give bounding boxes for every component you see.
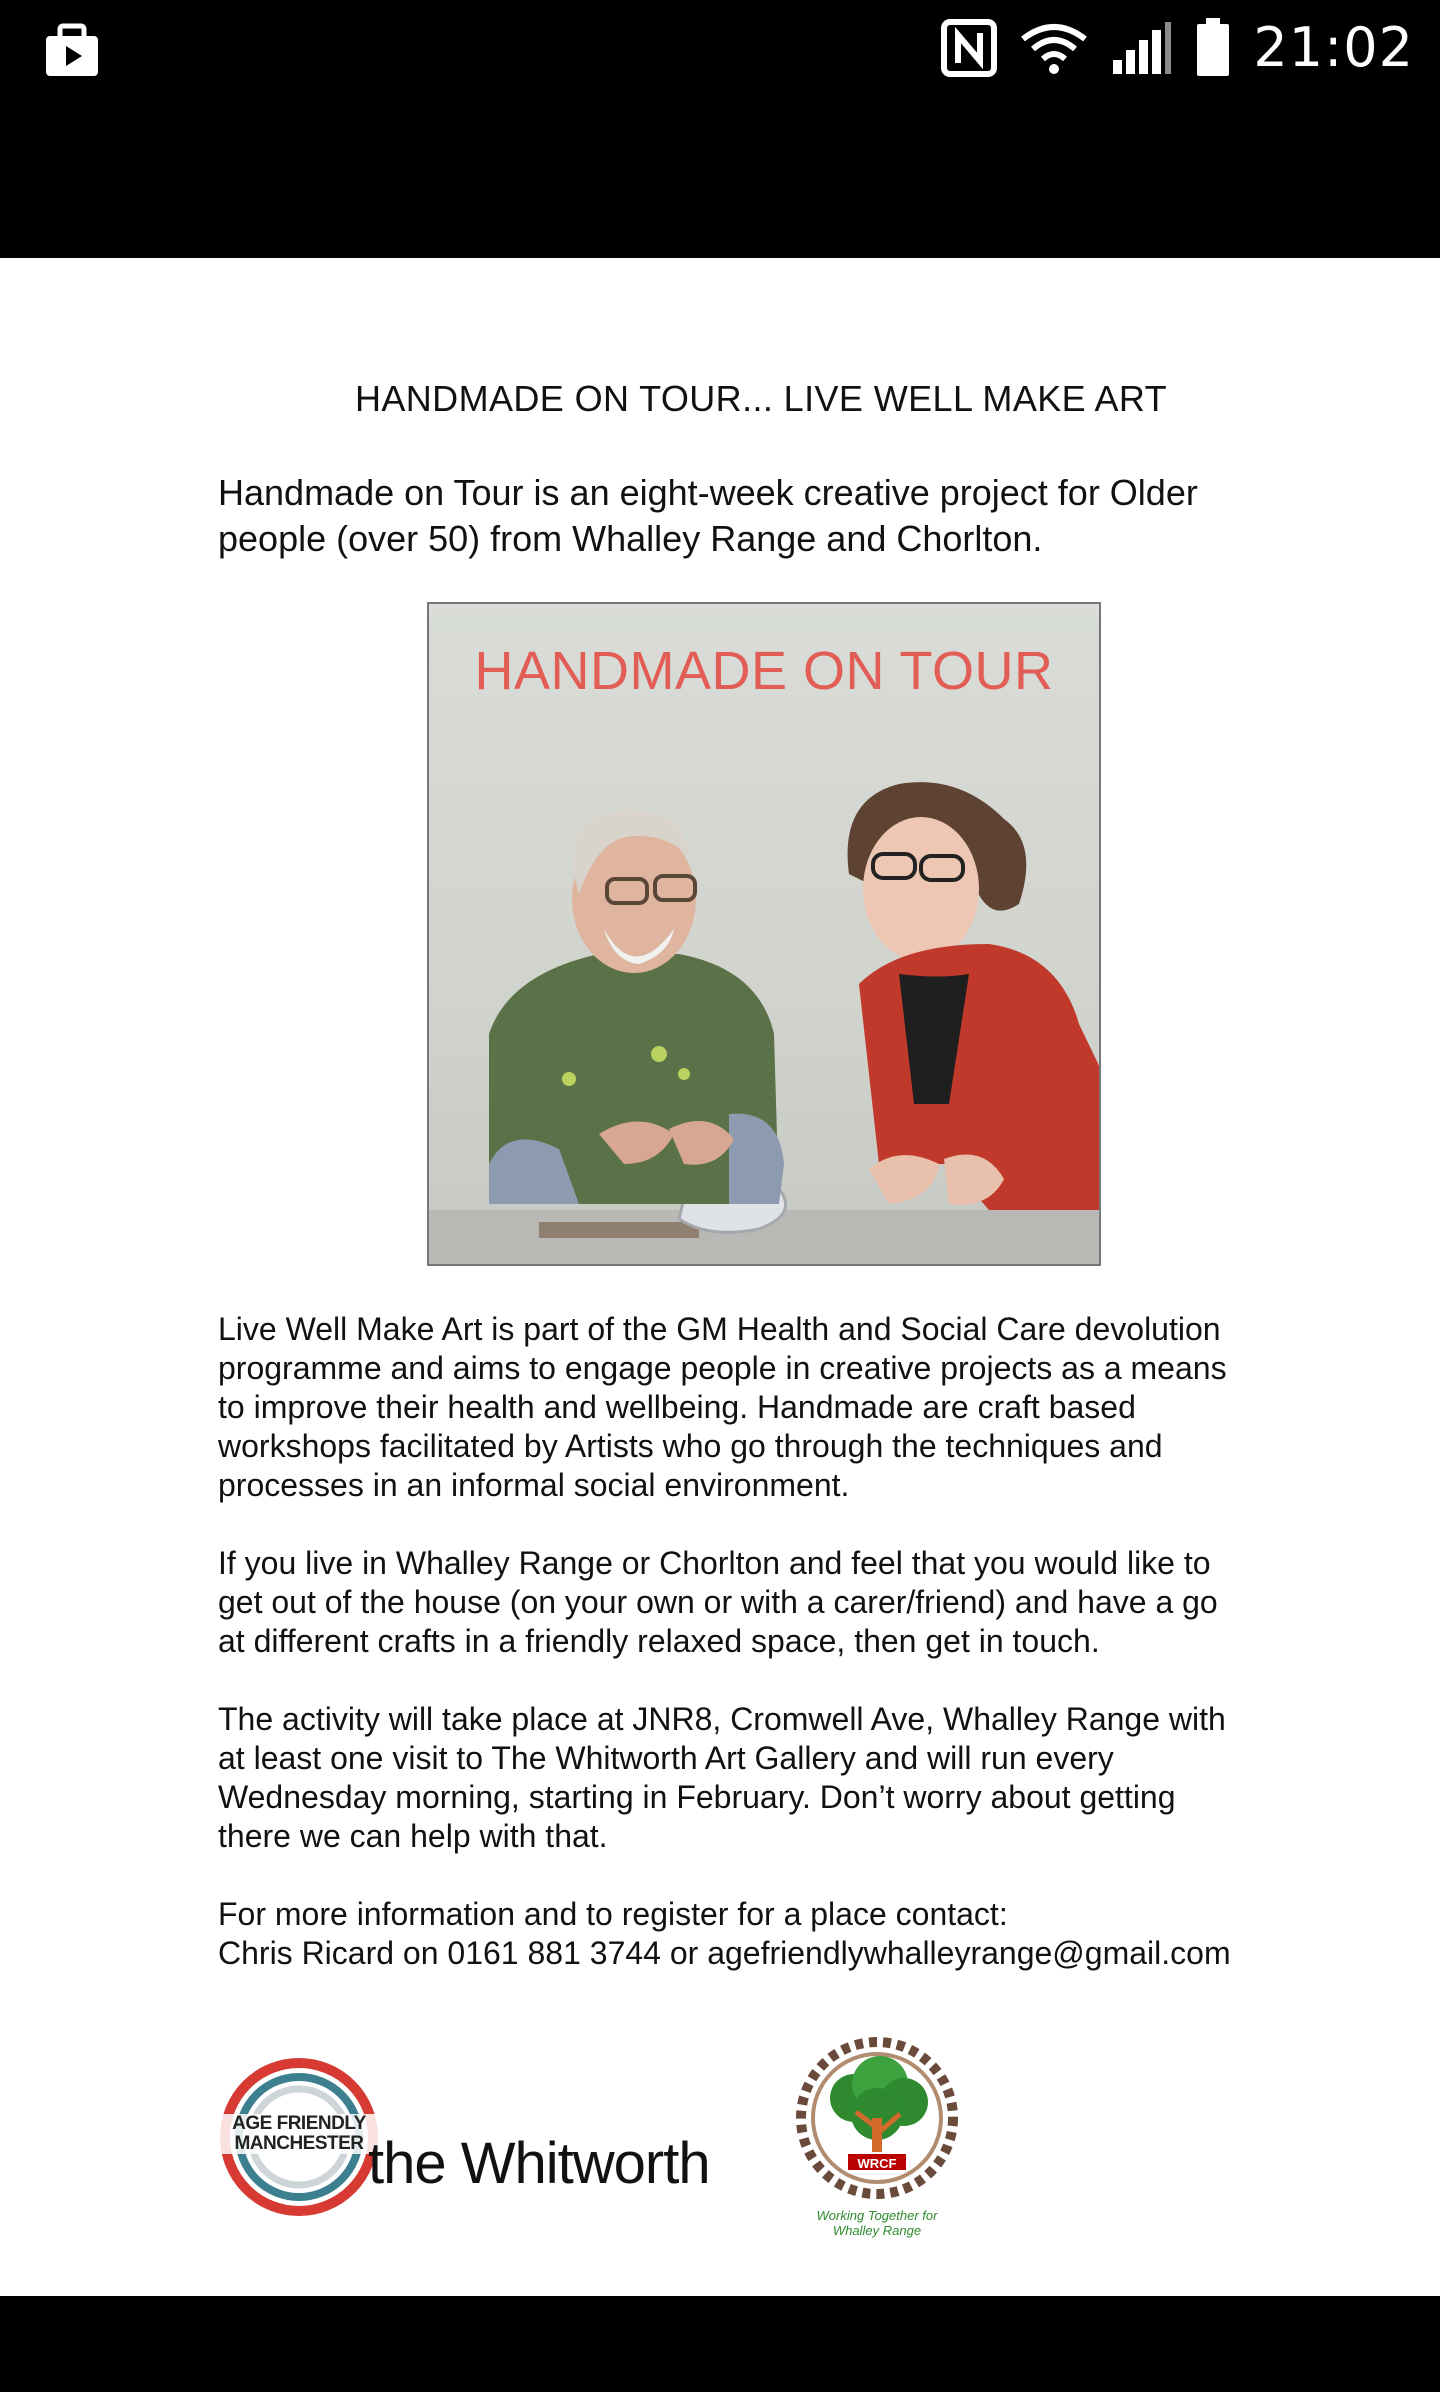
- photo-title: HANDMADE ON TOUR: [474, 641, 1054, 701]
- age-friendly-manchester-logo: [214, 2052, 384, 2222]
- briefcase-play-icon: [40, 18, 104, 82]
- flyer-page[interactable]: [0, 258, 1440, 2296]
- flyer-photo: [427, 602, 1101, 1266]
- status-icons: [941, 12, 1414, 84]
- page-title: HANDMADE ON TOUR... LIVE WELL MAKE ART: [354, 378, 1168, 419]
- navigation-bar: [0, 2296, 1440, 2392]
- age-friendly-logo-text: AGE FRIENDLY MANCHESTER: [214, 2114, 384, 2154]
- nfc-icon: [941, 19, 997, 77]
- wrcf-tree-icon: [792, 2036, 962, 2206]
- wrcf-tagline: Working Together for Whalley Range: [816, 2208, 938, 2238]
- signal-icon: [1111, 20, 1173, 76]
- flyer-body: [218, 1310, 1304, 2012]
- whitworth-logo: the Whitworth: [368, 2131, 710, 2196]
- clock: 21:02: [1253, 16, 1414, 79]
- photo-illustration: [429, 604, 1101, 1266]
- wrcf-text: WRCF: [857, 2156, 897, 2171]
- paragraph-about: Live Well Make Art is part of the GM Health and Social Care devolution programme and aims to engage people in creative projects as a means to improve their health and wellbeing. Handmade are craft based workshops facilitated by Artists who go through the techniques and processes in an informal social environment.: [218, 1311, 1227, 1503]
- paragraph-eligibility: If you live in Whalley Range or Chorlton and feel that you would like to get out of the house (on your own or with a carer/friend) and have a go at different crafts in a friendly relaxed space, then get in touch.: [218, 1545, 1218, 1659]
- paragraph-contact[interactable]: For more information and to register for a place contact: Chris Ricard on 0161 881 3744 or agefriendlywhalleyrange@gmail.com: [218, 1896, 1231, 1971]
- battery-icon: [1195, 18, 1231, 78]
- wifi-icon: [1019, 21, 1089, 75]
- paragraph-schedule: The activity will take place at JNR8, Cromwell Ave, Whalley Range with at least one visit to The Whitworth Art Gallery and will run every Wednesday morning, starting in February. Don’t worry about getting there we can help with that.: [218, 1701, 1226, 1854]
- intro-text: Handmade on Tour is an eight-week creative project for Older people (over 50) from Whalley Range and Chorlton.: [218, 472, 1198, 559]
- wrcf-logo: [792, 2036, 962, 2238]
- status-bar: [0, 0, 1440, 258]
